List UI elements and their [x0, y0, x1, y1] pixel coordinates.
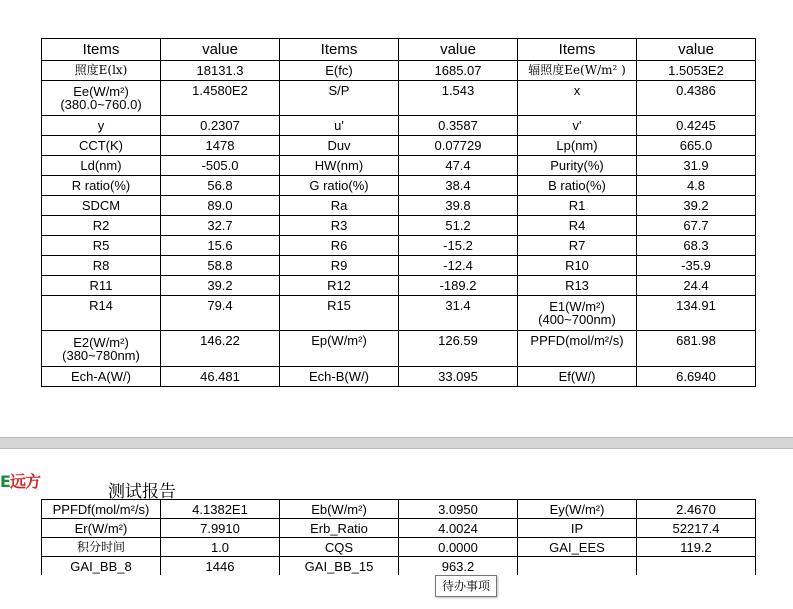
column-header: value	[637, 39, 756, 61]
item-value: 3.0950	[399, 500, 518, 519]
page-separator	[0, 437, 793, 449]
item-label: 积分时间	[42, 538, 161, 557]
item-label: Ech-B(W/)	[280, 367, 399, 387]
item-value: 0.3587	[399, 116, 518, 136]
item-label: R12	[280, 276, 399, 296]
item-value: 0.4245	[637, 116, 756, 136]
table-header-row	[42, 39, 756, 61]
item-label: R6	[280, 236, 399, 256]
item-value: 56.8	[161, 176, 280, 196]
table-row	[42, 136, 756, 156]
company-logo	[0, 469, 40, 492]
item-value: 2.4670	[637, 500, 756, 519]
item-label: E2(W/m²)(380~780nm)	[42, 331, 161, 367]
item-value: 1446	[161, 557, 280, 576]
item-value: 1.0	[161, 538, 280, 557]
item-value: 4.1382E1	[161, 500, 280, 519]
item-value: 665.0	[637, 136, 756, 156]
item-label: R14	[42, 296, 161, 331]
table-row	[42, 196, 756, 216]
item-value: 39.2	[637, 196, 756, 216]
item-label: PPFD(mol/m²/s)	[518, 331, 637, 367]
table-row	[42, 519, 756, 538]
item-label: R2	[42, 216, 161, 236]
item-label: GAI_EES	[518, 538, 637, 557]
item-label: Duv	[280, 136, 399, 156]
item-label: y	[42, 116, 161, 136]
item-label: Eb(W/m²)	[280, 500, 399, 519]
item-value: 681.98	[637, 331, 756, 367]
item-label: CCT(K)	[42, 136, 161, 156]
item-label: R7	[518, 236, 637, 256]
item-value: 32.7	[161, 216, 280, 236]
item-label: SDCM	[42, 196, 161, 216]
table-row	[42, 331, 756, 367]
table-row	[42, 176, 756, 196]
item-value: 38.4	[399, 176, 518, 196]
item-value: 79.4	[161, 296, 280, 331]
item-label: x	[518, 81, 637, 116]
table-row	[42, 116, 756, 136]
item-value: -35.9	[637, 256, 756, 276]
item-label: Ech-A(W/)	[42, 367, 161, 387]
column-header: Items	[518, 39, 637, 61]
table-row	[42, 61, 756, 81]
item-value: 1685.07	[399, 61, 518, 81]
item-label: R11	[42, 276, 161, 296]
item-label: G ratio(%)	[280, 176, 399, 196]
column-header: Items	[280, 39, 399, 61]
item-label: CQS	[280, 538, 399, 557]
item-value: 1478	[161, 136, 280, 156]
item-value: 119.2	[637, 538, 756, 557]
item-label: R5	[42, 236, 161, 256]
item-value: 39.8	[399, 196, 518, 216]
item-label: HW(nm)	[280, 156, 399, 176]
table-row	[42, 256, 756, 276]
item-value: 67.7	[637, 216, 756, 236]
item-value: -12.4	[399, 256, 518, 276]
item-label: 照度E(lx)	[42, 61, 161, 81]
item-label: R13	[518, 276, 637, 296]
item-value: 39.2	[161, 276, 280, 296]
item-label: 辐照度Ee(W/m² )	[518, 61, 637, 81]
table-row	[42, 296, 756, 331]
item-value: 6.6940	[637, 367, 756, 387]
item-label: Ef(W/)	[518, 367, 637, 387]
item-label: PPFDf(mol/m²/s)	[42, 500, 161, 519]
item-label: GAI_BB_8	[42, 557, 161, 576]
item-value: 24.4	[637, 276, 756, 296]
table-row	[42, 538, 756, 557]
item-label: IP	[518, 519, 637, 538]
item-label: Ey(W/m²)	[518, 500, 637, 519]
item-label: S/P	[280, 81, 399, 116]
item-value: -189.2	[399, 276, 518, 296]
item-label: GAI_BB_15	[280, 557, 399, 576]
item-label: B ratio(%)	[518, 176, 637, 196]
column-header: value	[161, 39, 280, 61]
item-label: Ep(W/m²)	[280, 331, 399, 367]
item-value: 68.3	[637, 236, 756, 256]
logo-text: 远方	[9, 472, 40, 491]
item-label: R ratio(%)	[42, 176, 161, 196]
table-row	[42, 216, 756, 236]
item-value: 51.2	[399, 216, 518, 236]
item-label: Er(W/m²)	[42, 519, 161, 538]
table-row	[42, 276, 756, 296]
item-value: 33.095	[399, 367, 518, 387]
item-value: 0.07729	[399, 136, 518, 156]
item-value: 4.0024	[399, 519, 518, 538]
column-header: Items	[42, 39, 161, 61]
table-row	[42, 557, 756, 576]
item-label: R1	[518, 196, 637, 216]
item-value: 0.4386	[637, 81, 756, 116]
item-label: E1(W/m²)(400~700nm)	[518, 296, 637, 331]
item-value: 0.0000	[399, 538, 518, 557]
item-value: 18131.3	[161, 61, 280, 81]
item-value: 89.0	[161, 196, 280, 216]
table-row	[42, 236, 756, 256]
item-label: R4	[518, 216, 637, 236]
item-value: 146.22	[161, 331, 280, 367]
item-label: Ld(nm)	[42, 156, 161, 176]
item-label: R10	[518, 256, 637, 276]
item-value: -505.0	[161, 156, 280, 176]
item-value: 1.4580E2	[161, 81, 280, 116]
item-label: R8	[42, 256, 161, 276]
item-value: 963.2	[399, 557, 518, 576]
item-value: 126.59	[399, 331, 518, 367]
item-value: -15.2	[399, 236, 518, 256]
todo-tooltip[interactable]: 待办事项	[435, 575, 497, 597]
item-label	[518, 557, 637, 576]
item-label: u'	[280, 116, 399, 136]
item-label: R3	[280, 216, 399, 236]
item-value: 7.9910	[161, 519, 280, 538]
item-value: 1.543	[399, 81, 518, 116]
column-header: value	[399, 39, 518, 61]
item-label: R9	[280, 256, 399, 276]
item-value: 46.481	[161, 367, 280, 387]
item-value: 0.2307	[161, 116, 280, 136]
table-row	[42, 367, 756, 387]
table-row	[42, 156, 756, 176]
item-label: Ee(W/m²)(380.0~760.0)	[42, 81, 161, 116]
table-row	[42, 500, 756, 519]
item-value: 52217.4	[637, 519, 756, 538]
logo-mark: E	[0, 472, 10, 491]
item-label: E(fc)	[280, 61, 399, 81]
item-value: 31.4	[399, 296, 518, 331]
item-label: Erb_Ratio	[280, 519, 399, 538]
item-label: R15	[280, 296, 399, 331]
item-label: v'	[518, 116, 637, 136]
table-row	[42, 81, 756, 116]
report-title: 测试报告	[108, 482, 176, 502]
item-value: 47.4	[399, 156, 518, 176]
item-value	[637, 557, 756, 576]
item-value: 134.91	[637, 296, 756, 331]
item-value: 58.8	[161, 256, 280, 276]
item-value: 4.8	[637, 176, 756, 196]
item-value: 31.9	[637, 156, 756, 176]
item-label: Purity(%)	[518, 156, 637, 176]
main-data-table	[41, 38, 756, 387]
item-value: 1.5053E2	[637, 61, 756, 81]
second-data-table	[41, 499, 756, 575]
item-value: 15.6	[161, 236, 280, 256]
item-label: Lp(nm)	[518, 136, 637, 156]
item-label: Ra	[280, 196, 399, 216]
